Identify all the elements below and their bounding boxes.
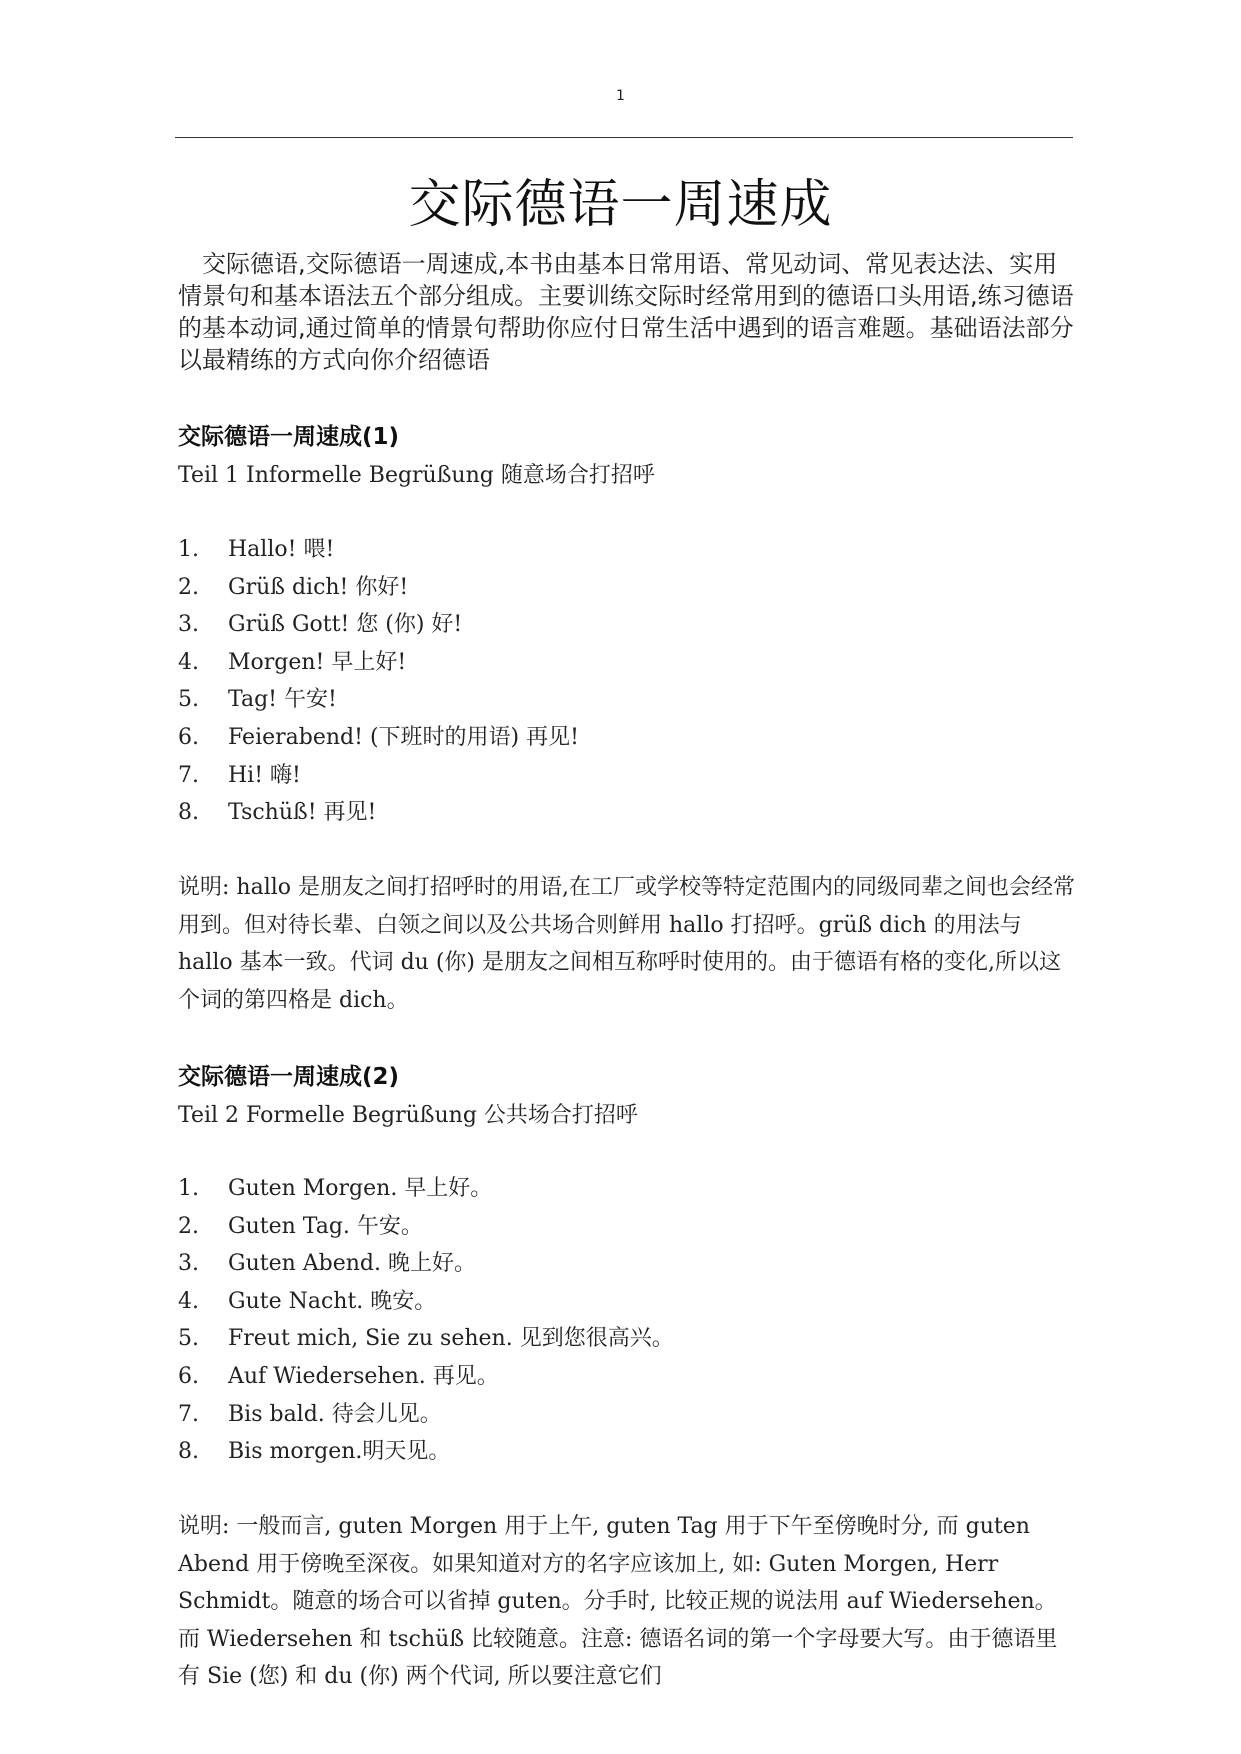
list-item: 2. Grüß dich! 你好! (178, 574, 409, 600)
list-item: 5. Tag! 午安! (178, 687, 337, 713)
list-item: 4. Morgen! 早上好! (178, 649, 407, 675)
note-paragraph-1: 说明: hallo 是朋友之间打招呼时的用语,在工厂或学校等特定范围内的同级同辈之间也会经常用到。但对待长辈、白领之间以及公共场合则鲜用 hallo 打招呼。grüß dich 的用法与 hallo 基本一致。代词 du (你) 是朋友之间相互称呼时使用的。由于德语有格的变化,所以这个词的第四格是 dich。 (178, 875, 1075, 1013)
list-item: 1. Hallo! 喂! (178, 537, 335, 562)
phrase-list-1 (178, 531, 579, 832)
list-item: 8. Bis morgen.明天见。 (178, 1439, 451, 1465)
list-item: 6. Feierabend! (下班时的用语) 再见! (178, 724, 579, 750)
document-title: 交际德语一周速成 (408, 175, 833, 235)
section-heading-2: 交际德语一周速成(2) (178, 1064, 400, 1090)
list-item: 8. Tschüß! 再见! (178, 800, 377, 826)
list-item: 1. Guten Morgen. 早上好。 (178, 1176, 493, 1201)
intro-paragraph (178, 248, 1078, 376)
intro-text: 交际德语,交际德语一周速成,本书由基本日常用语、常见动词、常见表达法、实用情景句和基本语法五个部分组成。主要训练交际时经常用到的德语口头用语,练习德语的基本动词,通过简单的情景句帮助你应付日常生活中遇到的语言难题。基础语法部分以最精练的方式向你介绍德语 (178, 250, 1074, 374)
page-number: 1 (616, 88, 625, 104)
teil-2-subtitle: Teil 2 Formelle Begrüßung 公共场合打招呼 (178, 1103, 638, 1128)
teil-1-subtitle: Teil 1 Informelle Begrüßung 随意场合打招呼 (178, 463, 655, 488)
list-item: 6. Auf Wiedersehen. 再见。 (178, 1363, 499, 1389)
list-item: 7. Hi! 嗨! (178, 762, 301, 788)
phrase-list-2 (178, 1170, 674, 1471)
header-rule (175, 137, 1073, 138)
list-item: 3. Grüß Gott! 您 (你) 好! (178, 612, 463, 638)
note-paragraph-2: 说明: 一般而言, guten Morgen 用于上午, guten Tag 用于下午至傍晚时分, 而 guten Abend 用于傍晚至深夜。如果知道对方的名字应该加上, 如: Guten Morgen, Herr Schmidt。随意的场合可以省掉 guten。分手时, 比较正规的说法用 auf Wiedersehen。而 Wiedersehen 和 tschüß 比较随意。注意: 德语名词的第一个字母要大写。由于德语里有 Sie (您) 和 du (你) 两个代词, 所以要注意它们 (178, 1514, 1058, 1690)
list-item: 4. Gute Nacht. 晚安。 (178, 1288, 437, 1314)
list-item: 3. Guten Abend. 晚上好。 (178, 1251, 476, 1277)
list-item: 5. Freut mich, Sie zu sehen. 见到您很高兴。 (178, 1326, 674, 1352)
list-item: 2. Guten Tag. 午安。 (178, 1213, 423, 1239)
list-item: 7. Bis bald. 待会儿见。 (178, 1401, 442, 1427)
section-heading-1: 交际德语一周速成(1) (178, 424, 400, 450)
